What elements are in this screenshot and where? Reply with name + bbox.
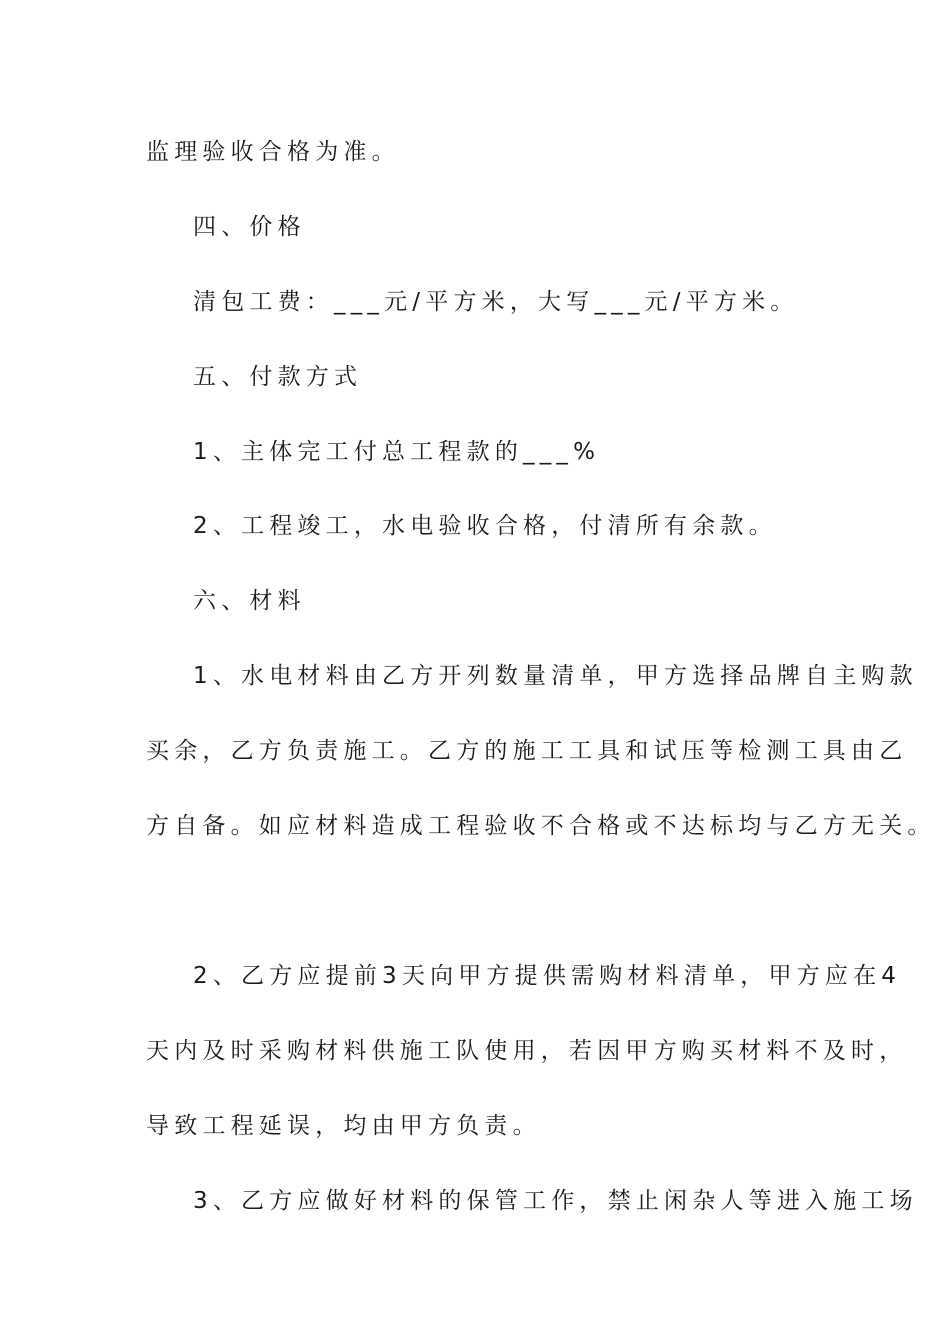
- payment-item-1: 1、主体完工付总工程款的___%: [193, 439, 601, 465]
- materials-item-1-line-3: 方自备。如应材料造成工程验收不合格或不达标均与乙方无关。: [146, 813, 936, 839]
- section-heading-price: 四、价格: [193, 214, 306, 240]
- materials-item-3-line-1: 3、乙方应做好材料的保管工作，禁止闲杂人等进入施工场: [193, 1188, 918, 1214]
- text-line-labor-fee: 清包工费：___元/平方米，大写___元/平方米。: [193, 289, 799, 315]
- section-heading-materials: 六、材料: [193, 588, 306, 614]
- materials-item-2-line-1: 2、乙方应提前3天向甲方提供需购材料清单，甲方应在4: [193, 963, 902, 989]
- payment-item-2: 2、工程竣工，水电验收合格，付清所有余款。: [193, 513, 777, 539]
- section-heading-payment: 五、付款方式: [193, 364, 363, 390]
- materials-item-2-line-2: 天内及时采购材料供施工队使用，若因甲方购买材料不及时，: [146, 1038, 908, 1064]
- materials-item-1-line-1: 1、水电材料由乙方开列数量清单，甲方选择品牌自主购款: [193, 663, 918, 689]
- text-line-continuation: 监理验收合格为准。: [146, 139, 400, 165]
- materials-item-2-line-3: 导致工程延误，均由甲方负责。: [146, 1113, 541, 1139]
- materials-item-1-line-2: 买余，乙方负责施工。乙方的施工工具和试压等检测工具由乙: [146, 738, 908, 764]
